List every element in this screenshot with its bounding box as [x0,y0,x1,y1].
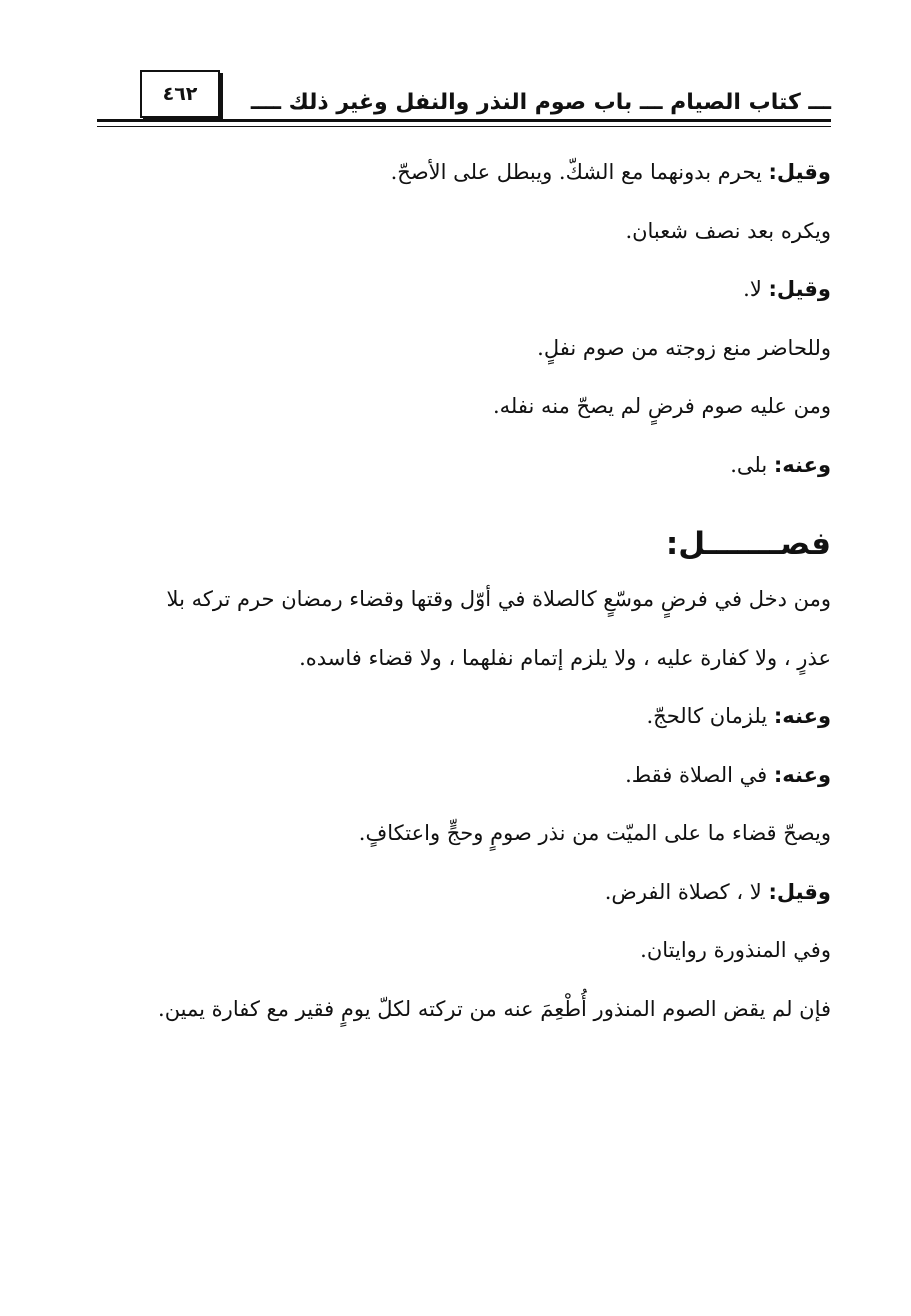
paragraph-text: وللحاضر منع زوجته من صوم نفلٍ. [537,335,831,360]
paragraph-line [80,930,831,989]
paragraph-text: يلزمان كالحجّ. [646,704,774,728]
paragraph-text: وفي المنذورة روايتان. [640,938,831,962]
paragraph-text: لا ، كصلاة الفرض. [604,879,769,904]
paragraph-line [80,152,831,211]
paragraph-line: عذرٍ ، ولا كفارة عليه ، ولا يلزم إتمام نفلهما ، ولا قضاء فاسده. [299,645,831,670]
paragraph-text: فإن لم يقض الصوم المنذور أُطْعِمَ عنه من تركته لكلّ يومٍ فقير مع كفارة يمين. [158,996,831,1021]
page-body [80,152,831,1047]
paragraph-text: ومن عليه صوم فرضٍ لم يصحّ منه نفله. [492,394,831,418]
paragraph-line [80,872,831,931]
header-rule-thick [97,119,831,122]
paragraph-line [80,813,831,872]
paragraph-text: لا. [743,277,769,301]
paragraph-text: بلى. [730,452,774,477]
section-heading: فصـــــــل: [665,526,831,562]
paragraph-line [80,755,831,814]
paragraph-line [80,696,831,755]
paragraph-text: في الصلاة فقط. [625,762,774,787]
paragraph-line [80,328,831,387]
page-number-box [140,70,220,118]
paragraph-line [80,211,831,270]
running-title: ـــ كتاب الصيام ـــ باب صوم النذر والنفل وغير ذلك ــــ [250,90,831,115]
header-rule-thin [97,126,831,127]
page-number: ٤٦٢ [162,83,198,105]
paragraph-text: ويكره بعد نصف شعبان. [625,218,831,243]
paragraph-line [80,269,831,328]
paragraph-lead: وعنه: [773,762,831,787]
paragraph-text: ويصحّ قضاء ما على الميّت من نذر صومٍ وحجٍّ واعتكافٍ. [358,821,831,845]
paragraph-text: يحرم بدونهما مع الشكّ. ويبطل على الأصحّ. [390,160,769,184]
paragraph-lead: وعنه: [773,704,831,728]
paragraph-lead: وعنه: [773,452,831,477]
paragraph-line: ومن دخل في فرضٍ موسّعٍ كالصلاة في أوّل وقتها وقضاء رمضان حرم تركه بلا [166,587,831,611]
paragraph-line [80,386,831,445]
paragraph-line [80,445,831,504]
paragraph-lead: وقيل: [768,879,831,904]
paragraph-line [80,989,831,1048]
paragraph-lead: وقيل: [768,277,831,301]
paragraph-lead: وقيل: [768,160,831,184]
